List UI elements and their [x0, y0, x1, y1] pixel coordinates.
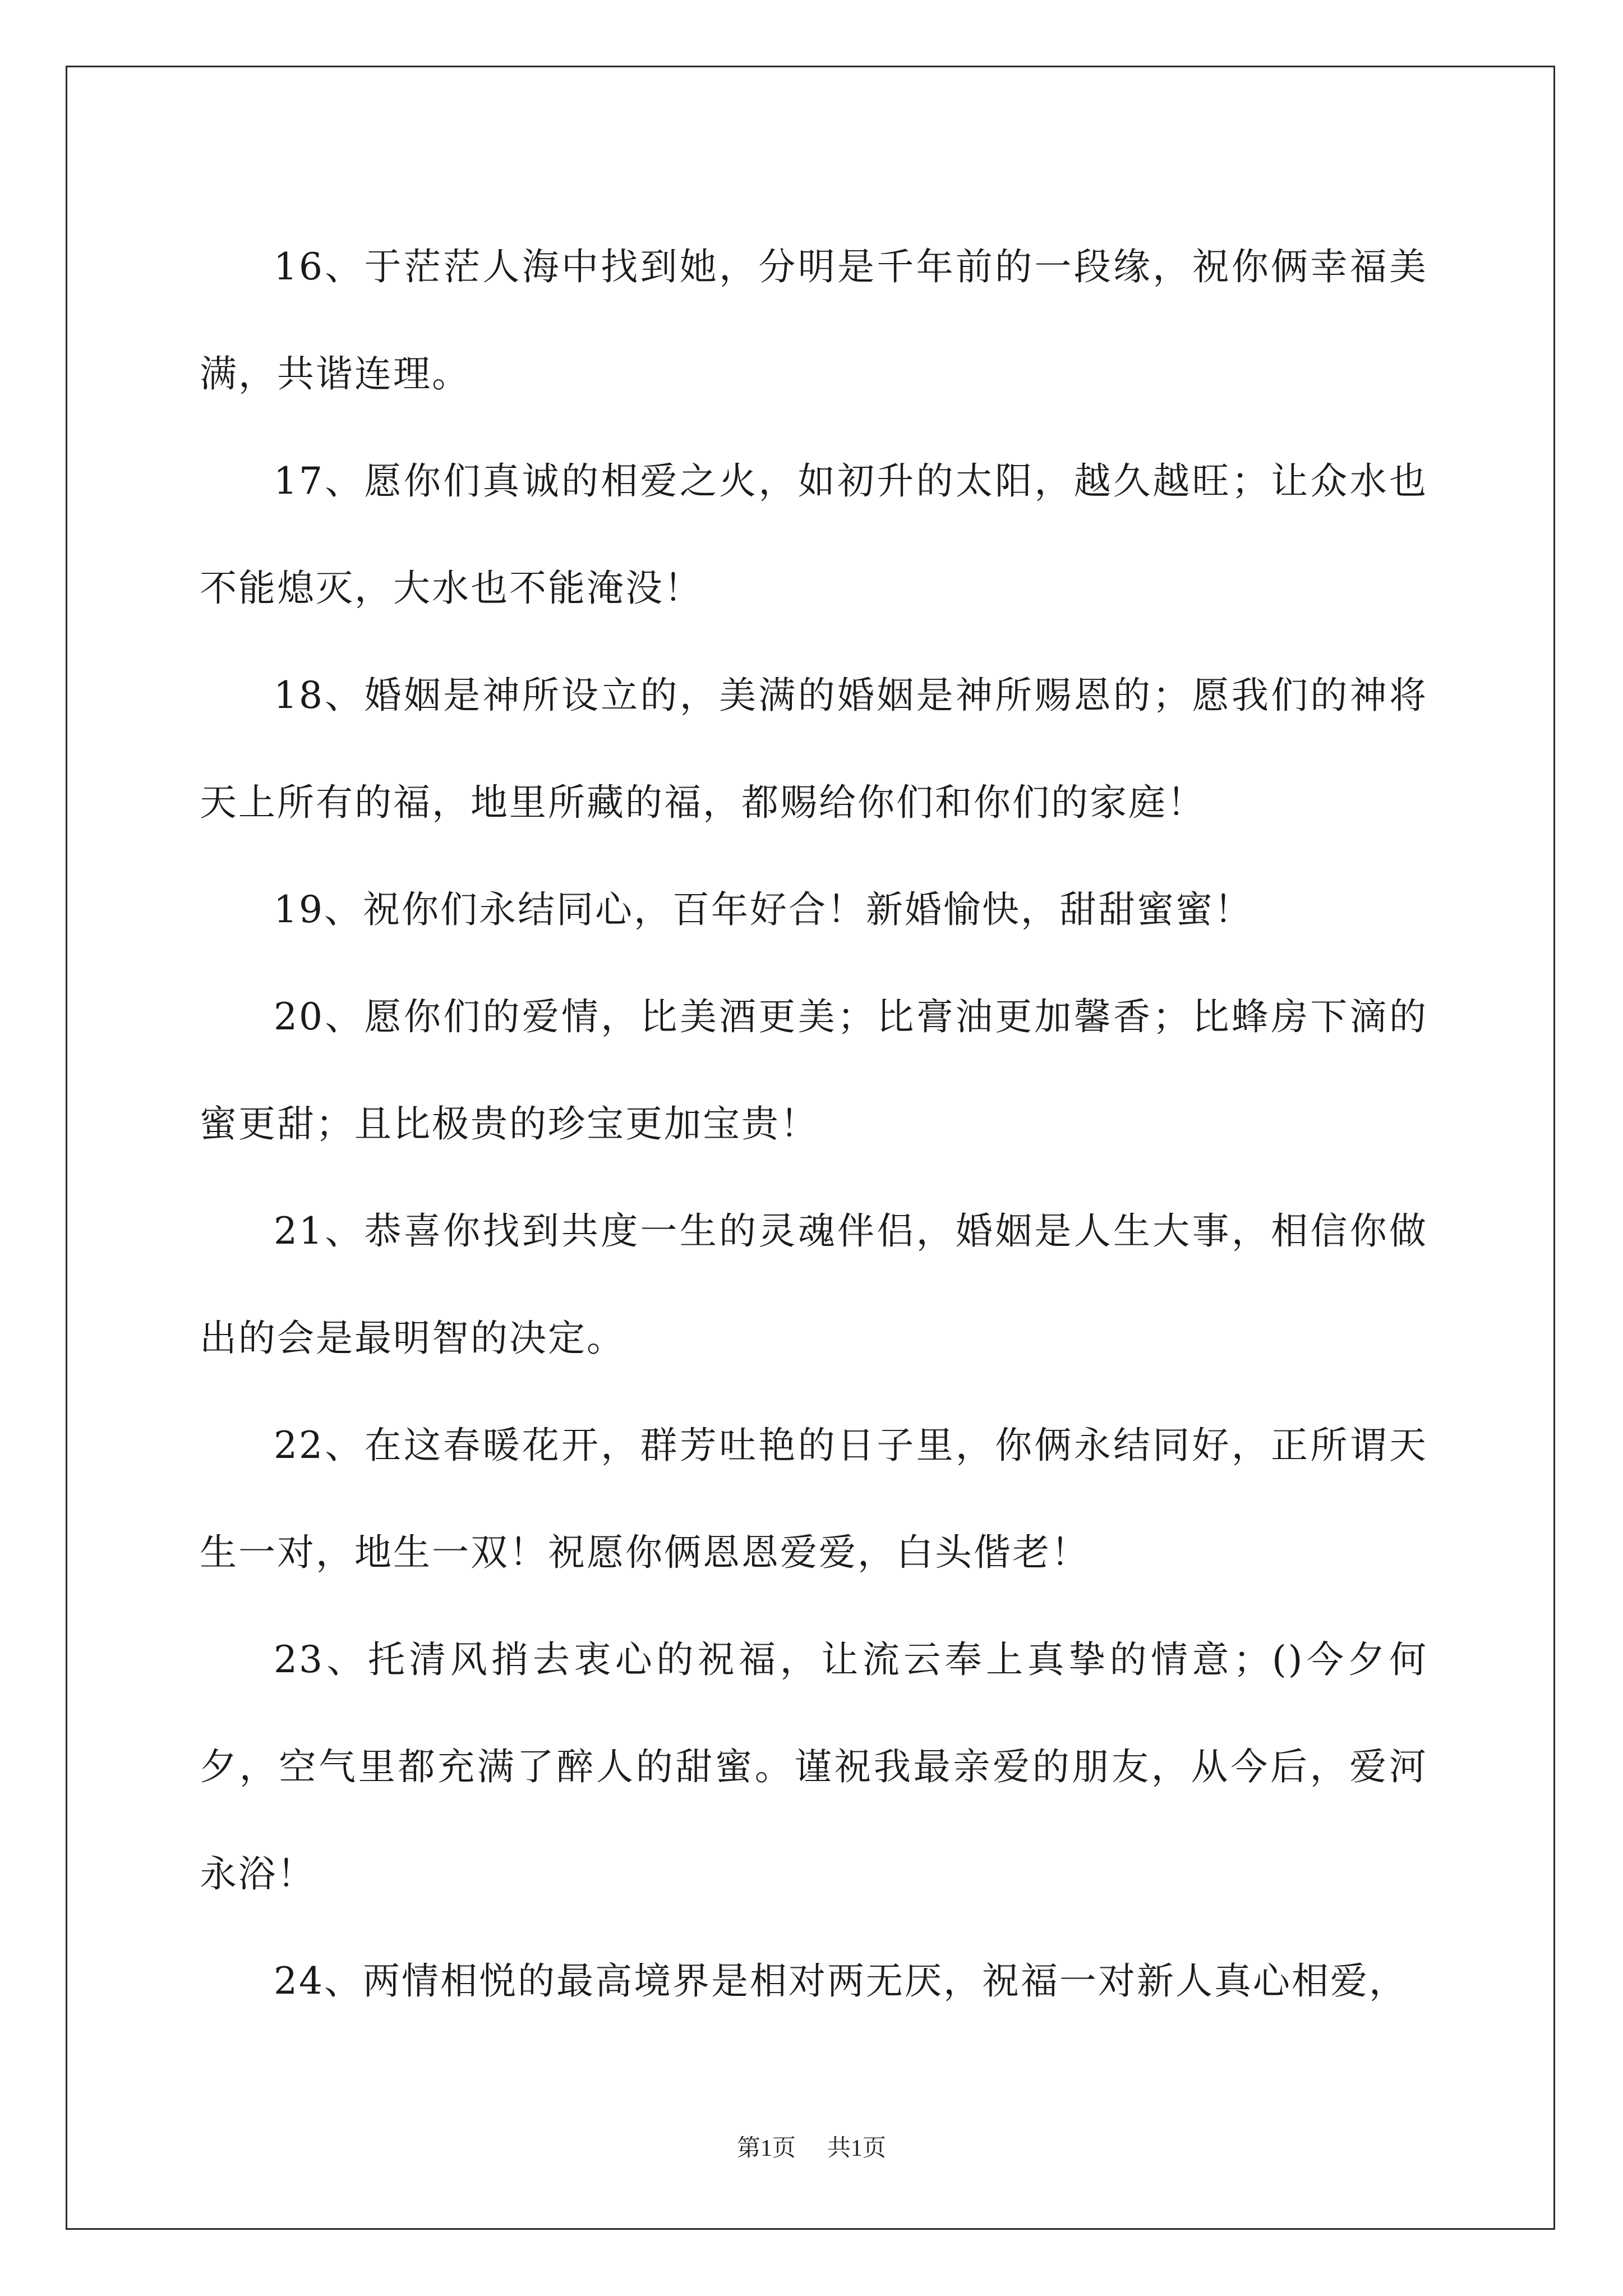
paragraph-17: 17、愿你们真诚的相爱之火，如初升的太阳，越久越旺；让众水也不能熄灭，大水也不能淹没！: [200, 459, 1428, 610]
paragraph-18: 18、婚姻是神所设立的，美满的婚姻是神所赐恩的；愿我们的神将天上所有的福，地里所藏的福，都赐给你们和你们的家庭！: [200, 674, 1428, 824]
paragraph-19: 19、祝你们永结同心，百年好合！新婚愉快，甜甜蜜蜜！: [274, 888, 1253, 931]
paragraph-22: 22、在这春暖花开，群芳吐艳的日子里，你俩永结同好，正所谓天生一对，地生一双！祝愿你俩恩恩爱爱，白头偕老！: [200, 1424, 1428, 1574]
paragraph-16: 16、于茫茫人海中找到她，分明是千年前的一段缘，祝你俩幸福美满，共谐连理。: [200, 245, 1428, 395]
page-number-current: 第1页: [736, 2136, 796, 2161]
document-body: [200, 213, 1428, 2035]
paragraph-24: 24、两情相悦的最高境界是相对两无厌，祝福一对新人真心相爱，: [274, 1959, 1408, 2003]
page-number-total: 共1页: [827, 2136, 887, 2161]
paragraph-20: 20、愿你们的爱情，比美酒更美；比膏油更加馨香；比蜂房下滴的蜜更甜；且比极贵的珍宝更加宝贵！: [200, 995, 1428, 1145]
paragraph-23: 23、托清风捎去衷心的祝福，让流云奉上真挚的情意；()今夕何夕，空气里都充满了醉人的甜蜜。谨祝我最亲爱的朋友，从今后，爱河永浴！: [200, 1638, 1428, 1895]
paragraph-21: 21、恭喜你找到共度一生的灵魂伴侣，婚姻是人生大事，相信你做出的会是最明智的决定。: [200, 1209, 1428, 1360]
page-footer: [0, 2129, 1623, 2163]
